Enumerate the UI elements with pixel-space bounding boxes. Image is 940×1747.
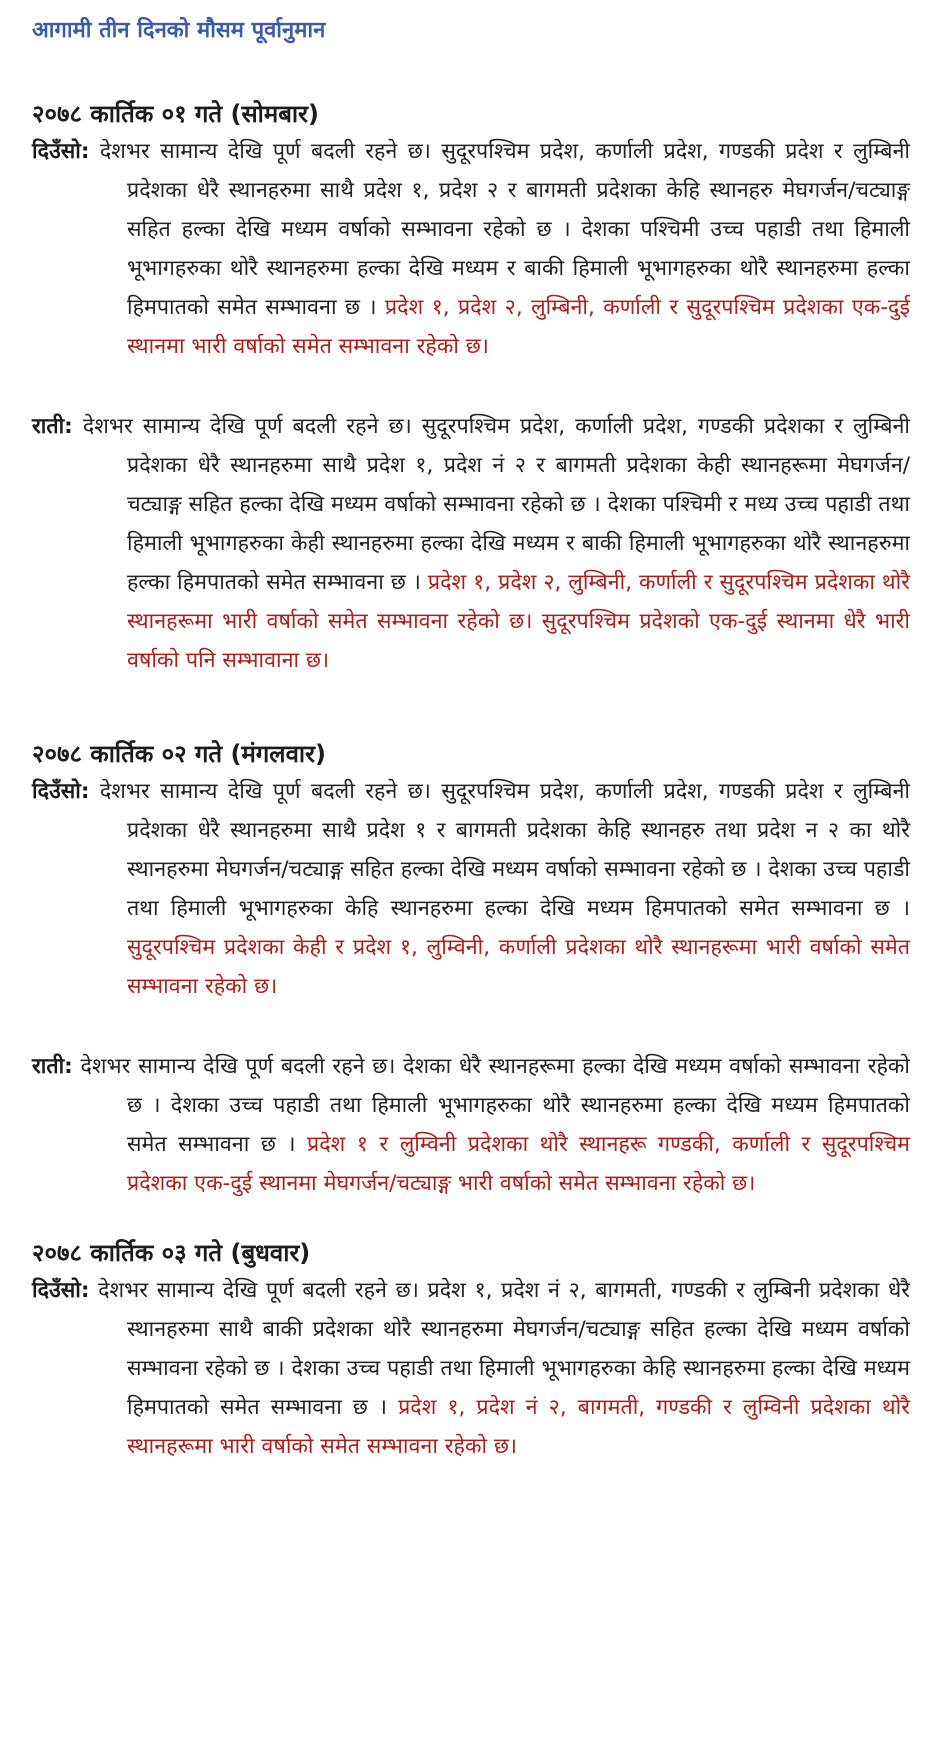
daytime-forecast xyxy=(32,132,910,366)
heavy-rain-warning: सुदूरपश्चिम प्रदेशका केही र प्रदेश १, लुम्विनी, कर्णाली प्रदेशका थोरै स्थानहरूमा भारी वर्षाको समेत सम्भावना रहेको छ। xyxy=(127,935,910,999)
day-forecast-2 xyxy=(32,736,910,1203)
forecast-text: देशभर सामान्य देखि पूर्ण बदली रहने छ। सुदूरपश्चिम प्रदेश, कर्णाली प्रदेश, गण्डकी प्रदेशका र लुम्बिनी प्रदेशका धेरै स्थानहरुमा साथै प्रदेश १, प्रदेश नं २ र बागमती प्रदेशका केही स्थानहरूमा मेघगर्जन/चट्याङ्ग सहित हल्का देखि मध्यम वर्षाको सम्भावना रहेको छ । देशका पश्चिमी र मध्य उच्च पहाडी तथा हिमाली भूभागहरुका केही स्थानहरुमा हल्का देखि मध्यम र बाकी हिमाली भूभागहरुका थोरै स्थानहरुमा हल्का हिमपातको समेत सम्भावना छ । xyxy=(72,414,910,595)
night-forecast xyxy=(32,407,910,680)
forecast-text: देशभर सामान्य देखि पूर्ण बदली रहने छ। सुदूरपश्चिम प्रदेश, कर्णाली प्रदेश, गण्डकी प्रदेश र लुम्बिनी प्रदेशका धेरै स्थानहरुमा साथै प्रदेश १, प्रदेश २ र बागमती प्रदेशका केहि स्थानहरु मेघगर्जन/चट्याङ्ग सहित हल्का देखि मध्यम वर्षाको सम्भावना रहेको छ । देशका पश्चिमी उच्च पहाडी तथा हिमाली भूभागहरुका थोरै स्थानहरुमा हल्का देखि मध्यम र बाकी हिमाली भूभागहरुका थोरै स्थानहरुमा हल्का हिमपातको समेत सम्भावना छ । xyxy=(89,139,910,320)
period-label: राती: xyxy=(32,414,73,439)
daytime-forecast xyxy=(32,772,910,1006)
day-heading: २०७८ कार्तिक ०१ गते (सोमबार) xyxy=(32,100,319,128)
heavy-rain-warning: प्रदेश १, प्रदेश २, लुम्बिनी, कर्णाली र सुदूरपश्चिम प्रदेशका थोरै स्थानहरूमा भारी वर्षाको समेत सम्भावना रहेको छ। सुदूरपश्चिम प्रदेशको एक-दुई स्थानमा धेरै भारी वर्षाको पनि सम्भावाना छ। xyxy=(127,570,910,673)
forecast-text: देशभर सामान्य देखि पूर्ण बदली रहने छ। सुदूरपश्चिम प्रदेश, कर्णाली प्रदेश, गण्डकी प्रदेश र लुम्बिनी प्रदेशका धेरै स्थानहरुमा साथै प्रदेश १ र बागमती प्रदेशका केहि स्थानहरु तथा प्रदेश न २ का थोरै स्थानहरुमा मेघगर्जन/चट्याङ्ग सहित हल्का देखि मध्यम वर्षाको सम्भावना रहेको छ । देशका उच्च पहाडी तथा हिमाली भूभागहरुका केहि स्थानहरुमा हल्का देखि मध्यम हिमपातको समेत सम्भावना छ । xyxy=(89,779,910,921)
page-title: आगामी तीन दिनको मौसम पूर्वानुमान xyxy=(32,18,326,43)
day-forecast-1 xyxy=(32,96,910,680)
period-label: दिउँसो: xyxy=(32,1278,90,1303)
night-forecast xyxy=(32,1047,910,1203)
day-heading: २०७८ कार्तिक ०३ गते (बुधवार) xyxy=(32,1239,311,1267)
day-heading: २०७८ कार्तिक ०२ गते (मंगलवार) xyxy=(32,740,326,768)
forecast-text: देशभर सामान्य देखि पूर्ण बदली रहने छ। प्रदेश १, प्रदेश नं २, बागमती, गण्डकी र लुम्बिनी प्रदेशका धेरै स्थानहरुमा साथै बाकी प्रदेशका थोरै स्थानहरुमा मेघगर्जन/चट्याङ्ग सहित हल्का देखि मध्यम वर्षाको सम्भावना रहेको छ । देशका उच्च पहाडी तथा हिमाली भूभागहरुका केहि स्थानहरुमा हल्का देखि मध्यम हिमपातको समेत सम्भावना छ । xyxy=(89,1278,910,1420)
period-label: राती: xyxy=(32,1054,73,1079)
period-label: दिउँसो: xyxy=(32,779,90,804)
heavy-rain-warning: प्रदेश १ र लुम्विनी प्रदेशका थोरै स्थानहरू गण्डकी, कर्णाली र सुदूरपश्चिम प्रदेशका एक-दुई स्थानमा मेघगर्जन/चट्याङ्ग भारी वर्षाको समेत सम्भावना रहेको छ। xyxy=(127,1132,910,1196)
period-label: दिउँसो: xyxy=(32,139,90,164)
daytime-forecast xyxy=(32,1271,910,1466)
heavy-rain-warning: प्रदेश १, प्रदेश नं २, बागमती, गण्डकी र लुम्विनी प्रदेशका थोरै स्थानहरूमा भारी वर्षाको समेत सम्भावना रहेको छ। xyxy=(127,1395,910,1459)
heavy-rain-warning: प्रदेश १, प्रदेश २, लुम्बिनी, कर्णाली र सुदूरपश्चिम प्रदेशका एक-दुई स्थानमा भारी वर्षाको समेत सम्भावना रहेको छ। xyxy=(127,295,910,359)
day-forecast-3 xyxy=(32,1235,910,1466)
forecast-text: देशभर सामान्य देखि पूर्ण बदली रहने छ। देशका धेरै स्थानहरूमा हल्का देखि मध्यम वर्षाको सम्भावना रहेको छ । देशका उच्च पहाडी तथा हिमाली भूभागहरुका थोरै स्थानहरुमा हल्का देखि मध्यम हिमपातको समेत सम्भावना छ । xyxy=(72,1054,910,1157)
